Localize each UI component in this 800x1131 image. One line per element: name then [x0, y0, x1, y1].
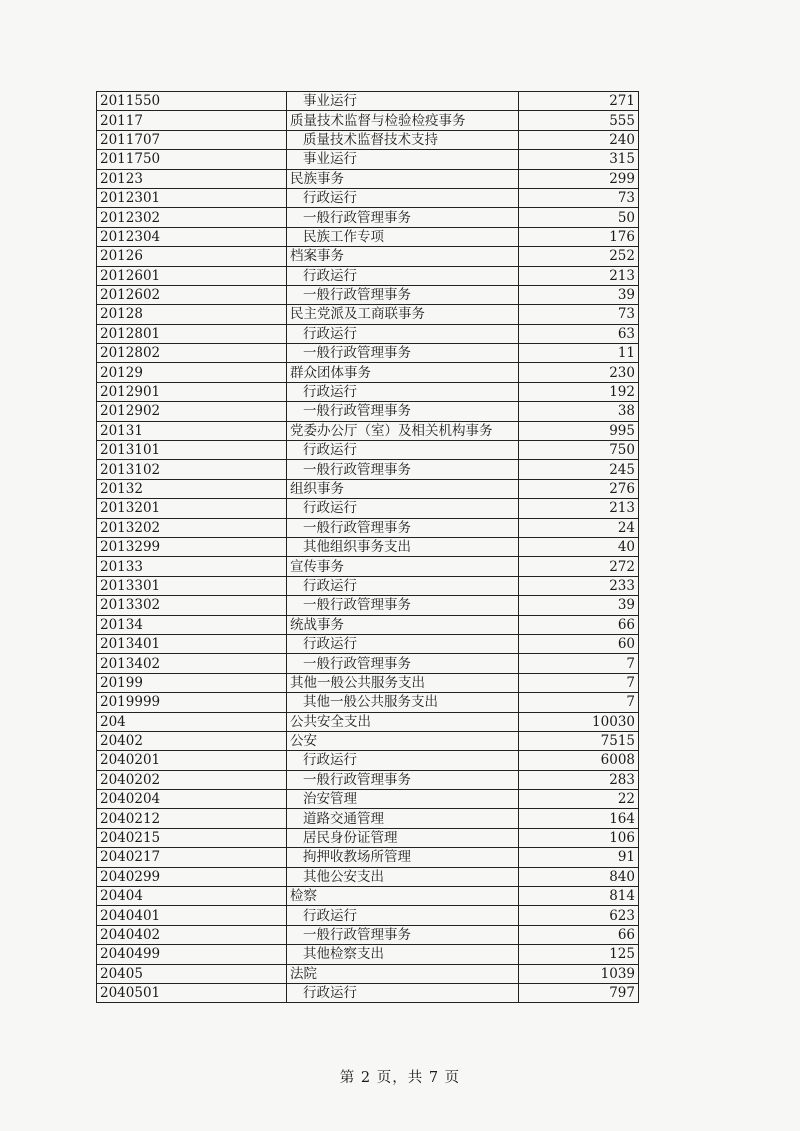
row-name: 行政运行 [287, 499, 519, 518]
row-amount: 50 [519, 208, 639, 227]
row-amount: 230 [519, 363, 639, 382]
row-code: 2040212 [97, 809, 287, 828]
row-name: 党委办公厅（室）及相关机构事务 [287, 421, 519, 440]
row-code: 2012901 [97, 382, 287, 401]
row-code: 20134 [97, 615, 287, 634]
table-row [97, 964, 639, 983]
row-code: 2040201 [97, 751, 287, 770]
table-row [97, 557, 639, 576]
row-name: 事业运行 [287, 150, 519, 169]
table-row [97, 654, 639, 673]
row-amount: 797 [519, 983, 639, 1002]
table-row [97, 945, 639, 964]
table-row [97, 169, 639, 188]
table-row [97, 344, 639, 363]
row-code: 2011550 [97, 92, 287, 111]
table-row [97, 828, 639, 847]
row-name: 其他一般公共服务支出 [287, 673, 519, 692]
table-row [97, 402, 639, 421]
row-code: 20129 [97, 363, 287, 382]
row-code: 2013402 [97, 654, 287, 673]
table-row [97, 887, 639, 906]
row-amount: 7515 [519, 731, 639, 750]
row-code: 20405 [97, 964, 287, 983]
table-row [97, 712, 639, 731]
table-row [97, 130, 639, 149]
row-amount: 66 [519, 615, 639, 634]
table-row [97, 208, 639, 227]
row-code: 2040499 [97, 945, 287, 964]
row-name: 行政运行 [287, 266, 519, 285]
row-code: 20402 [97, 731, 287, 750]
row-amount: 623 [519, 906, 639, 925]
row-name: 行政运行 [287, 634, 519, 653]
table-row [97, 150, 639, 169]
table-row [97, 247, 639, 266]
row-name: 行政运行 [287, 324, 519, 343]
table-row [97, 867, 639, 886]
table-row [97, 673, 639, 692]
row-amount: 7 [519, 654, 639, 673]
row-amount: 840 [519, 867, 639, 886]
row-amount: 995 [519, 421, 639, 440]
row-amount: 106 [519, 828, 639, 847]
row-name: 事业运行 [287, 92, 519, 111]
row-name: 行政运行 [287, 382, 519, 401]
row-amount: 91 [519, 848, 639, 867]
row-amount: 39 [519, 596, 639, 615]
row-name: 一般行政管理事务 [287, 208, 519, 227]
table-row [97, 634, 639, 653]
row-name: 一般行政管理事务 [287, 285, 519, 304]
row-amount: 60 [519, 634, 639, 653]
row-amount: 11 [519, 344, 639, 363]
row-amount: 38 [519, 402, 639, 421]
table-row [97, 983, 639, 1002]
row-name: 宣传事务 [287, 557, 519, 576]
row-code: 2012602 [97, 285, 287, 304]
table-row [97, 227, 639, 246]
row-amount: 192 [519, 382, 639, 401]
table-row [97, 906, 639, 925]
table-row [97, 363, 639, 382]
table-row [97, 770, 639, 789]
table-row [97, 324, 639, 343]
row-name: 其他一般公共服务支出 [287, 693, 519, 712]
table-row [97, 596, 639, 615]
row-code: 20404 [97, 887, 287, 906]
row-amount: 73 [519, 305, 639, 324]
row-code: 2012601 [97, 266, 287, 285]
row-amount: 252 [519, 247, 639, 266]
row-name: 民族工作专项 [287, 227, 519, 246]
table-row [97, 421, 639, 440]
table-row [97, 499, 639, 518]
row-amount: 22 [519, 790, 639, 809]
row-name: 拘押收教场所管理 [287, 848, 519, 867]
row-amount: 6008 [519, 751, 639, 770]
row-code: 2019999 [97, 693, 287, 712]
row-code: 2012801 [97, 324, 287, 343]
row-name: 其他公安支出 [287, 867, 519, 886]
row-code: 2040299 [97, 867, 287, 886]
row-name: 居民身份证管理 [287, 828, 519, 847]
row-name: 行政运行 [287, 751, 519, 770]
row-code: 2013101 [97, 441, 287, 460]
row-amount: 276 [519, 479, 639, 498]
row-code: 20128 [97, 305, 287, 324]
row-code: 2013201 [97, 499, 287, 518]
row-code: 2040204 [97, 790, 287, 809]
row-name: 行政运行 [287, 441, 519, 460]
row-name: 一般行政管理事务 [287, 518, 519, 537]
row-name: 质量技术监督技术支持 [287, 130, 519, 149]
table-row [97, 92, 639, 111]
row-amount: 283 [519, 770, 639, 789]
row-name: 检察 [287, 887, 519, 906]
row-name: 法院 [287, 964, 519, 983]
table-row [97, 266, 639, 285]
row-code: 2013202 [97, 518, 287, 537]
table-row [97, 925, 639, 944]
table-row [97, 537, 639, 556]
row-amount: 240 [519, 130, 639, 149]
row-code: 2013102 [97, 460, 287, 479]
row-amount: 40 [519, 537, 639, 556]
row-amount: 299 [519, 169, 639, 188]
row-name: 一般行政管理事务 [287, 344, 519, 363]
row-amount: 750 [519, 441, 639, 460]
row-name: 行政运行 [287, 576, 519, 595]
row-code: 2013401 [97, 634, 287, 653]
row-amount: 213 [519, 499, 639, 518]
table-row [97, 809, 639, 828]
row-name: 一般行政管理事务 [287, 596, 519, 615]
row-amount: 73 [519, 188, 639, 207]
row-code: 20131 [97, 421, 287, 440]
row-name: 其他检察支出 [287, 945, 519, 964]
row-code: 2040501 [97, 983, 287, 1002]
row-code: 20123 [97, 169, 287, 188]
row-code: 2012301 [97, 188, 287, 207]
row-name: 档案事务 [287, 247, 519, 266]
table-row [97, 460, 639, 479]
row-amount: 233 [519, 576, 639, 595]
row-name: 群众团体事务 [287, 363, 519, 382]
row-name: 民族事务 [287, 169, 519, 188]
row-amount: 555 [519, 111, 639, 130]
row-name: 其他组织事务支出 [287, 537, 519, 556]
row-amount: 63 [519, 324, 639, 343]
row-name: 一般行政管理事务 [287, 770, 519, 789]
table-row [97, 848, 639, 867]
table-row [97, 693, 639, 712]
row-name: 治安管理 [287, 790, 519, 809]
table-row [97, 382, 639, 401]
table-row [97, 479, 639, 498]
row-name: 行政运行 [287, 983, 519, 1002]
row-code: 2013302 [97, 596, 287, 615]
row-amount: 213 [519, 266, 639, 285]
row-code: 204 [97, 712, 287, 731]
row-name: 道路交通管理 [287, 809, 519, 828]
row-amount: 315 [519, 150, 639, 169]
row-amount: 164 [519, 809, 639, 828]
row-name: 一般行政管理事务 [287, 402, 519, 421]
table-row [97, 111, 639, 130]
row-amount: 176 [519, 227, 639, 246]
row-code: 2012902 [97, 402, 287, 421]
row-code: 20199 [97, 673, 287, 692]
table-row [97, 751, 639, 770]
table-row [97, 518, 639, 537]
table-row [97, 731, 639, 750]
row-amount: 814 [519, 887, 639, 906]
table-row [97, 188, 639, 207]
table-row [97, 576, 639, 595]
budget-table [96, 91, 639, 1003]
table-row [97, 615, 639, 634]
table-row [97, 305, 639, 324]
row-amount: 7 [519, 673, 639, 692]
row-amount: 245 [519, 460, 639, 479]
row-code: 2040401 [97, 906, 287, 925]
row-name: 行政运行 [287, 906, 519, 925]
row-code: 2011707 [97, 130, 287, 149]
row-code: 20133 [97, 557, 287, 576]
row-code: 2012802 [97, 344, 287, 363]
table-row [97, 441, 639, 460]
row-name: 一般行政管理事务 [287, 925, 519, 944]
row-name: 质量技术监督与检验检疫事务 [287, 111, 519, 130]
row-name: 一般行政管理事务 [287, 460, 519, 479]
row-code: 2040202 [97, 770, 287, 789]
row-amount: 10030 [519, 712, 639, 731]
row-name: 公共安全支出 [287, 712, 519, 731]
row-name: 民主党派及工商联事务 [287, 305, 519, 324]
row-amount: 24 [519, 518, 639, 537]
row-name: 一般行政管理事务 [287, 654, 519, 673]
row-code: 20126 [97, 247, 287, 266]
row-code: 2011750 [97, 150, 287, 169]
row-name: 组织事务 [287, 479, 519, 498]
row-code: 20132 [97, 479, 287, 498]
row-code: 2013299 [97, 537, 287, 556]
row-amount: 7 [519, 693, 639, 712]
row-code: 2012302 [97, 208, 287, 227]
row-amount: 66 [519, 925, 639, 944]
row-code: 2040217 [97, 848, 287, 867]
row-code: 2013301 [97, 576, 287, 595]
page-footer: 第 2 页，共 7 页 [339, 1070, 461, 1086]
row-amount: 39 [519, 285, 639, 304]
budget-table-body [97, 92, 639, 1003]
row-amount: 1039 [519, 964, 639, 983]
table-row [97, 790, 639, 809]
row-code: 2012304 [97, 227, 287, 246]
row-amount: 125 [519, 945, 639, 964]
row-code: 20117 [97, 111, 287, 130]
row-code: 2040215 [97, 828, 287, 847]
row-code: 2040402 [97, 925, 287, 944]
row-name: 公安 [287, 731, 519, 750]
table-row [97, 285, 639, 304]
row-amount: 271 [519, 92, 639, 111]
row-name: 行政运行 [287, 188, 519, 207]
row-name: 统战事务 [287, 615, 519, 634]
row-amount: 272 [519, 557, 639, 576]
